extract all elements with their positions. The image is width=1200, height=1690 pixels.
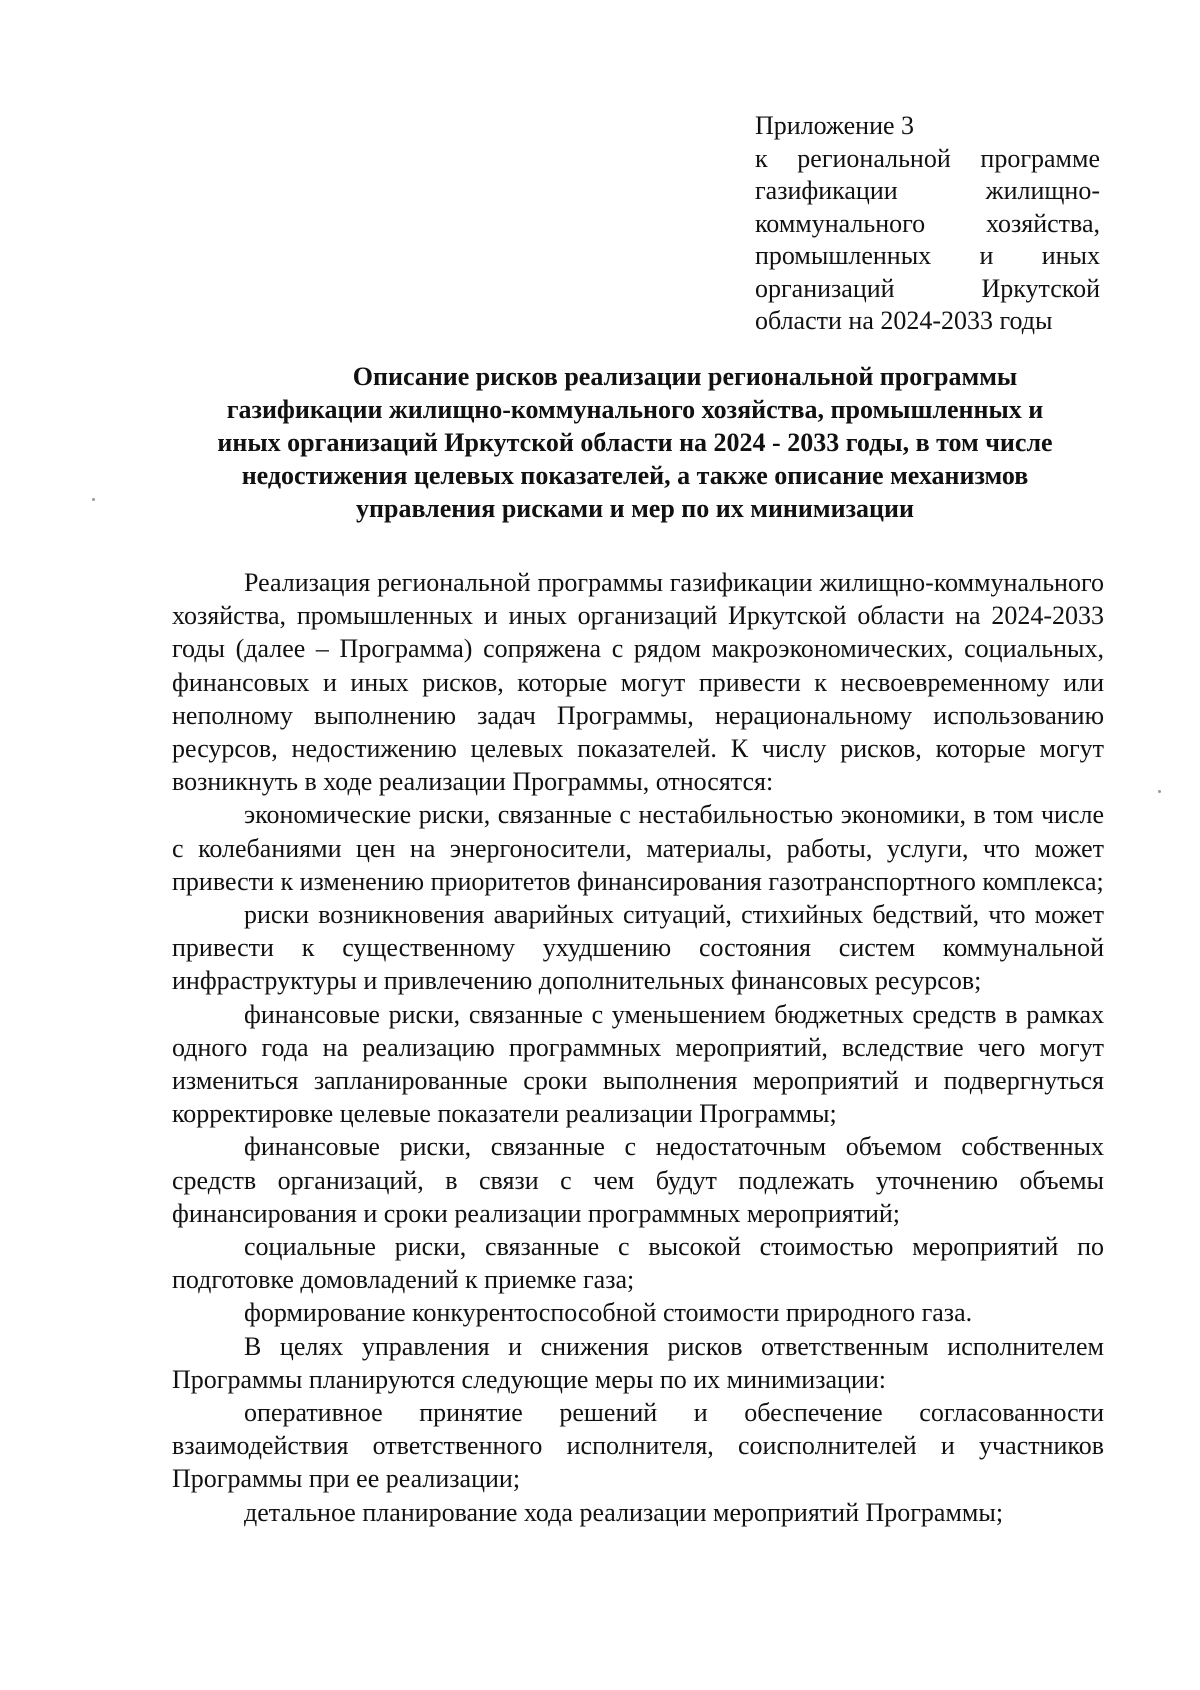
appendix-heading: [755, 110, 1100, 338]
appendix-line: газификации жилищно-: [755, 176, 1100, 205]
scan-speck: [1158, 790, 1161, 793]
body-paragraph: детальное планирование хода реализации мероприятий Программы;: [244, 1497, 1004, 1527]
body-paragraph: оперативное принятие решений и обеспечение согласованности взаимодействия ответственного исполнителя, соисполнителей и участников Программы при ее реализации;: [172, 1398, 1104, 1494]
body-paragraph: экономические риски, связанные с нестабильностью экономики, в том числе с колебаниями цен на энергоносители, материалы, работы, услуги, что может привести к изменению приоритетов финансирования газотранспортного комплекса;: [172, 800, 1104, 896]
appendix-line: промышленных и иных: [755, 241, 1100, 270]
appendix-line: Приложение 3: [755, 111, 915, 140]
body-paragraph: Реализация региональной программы газификации жилищно-коммунального хозяйства, промышленных и иных организаций Иркутской области на 2024-2033 годы (далее – Программа) сопряжена с рядом макроэкономических, социальных, финансовых и иных рисков, которые могут привести к несвоевременному или неполному выполнению задач Программы, нерациональному использованию ресурсов, недостижению целевых показателей. К числу рисков, которые могут возникнуть в ходе реализации Программы, относятся:: [172, 568, 1104, 797]
document-title: [170, 360, 1100, 525]
body-paragraph: финансовые риски, связанные с недостаточным объемом собственных средств организаций, в связи с чем будут подлежать уточнению объемы финансирования и сроки реализации программных мероприятий;: [172, 1132, 1104, 1228]
document-body: [172, 566, 1104, 1529]
body-paragraph: формирование конкурентоспособной стоимости природного газа.: [244, 1298, 973, 1328]
appendix-line: коммунального хозяйства,: [755, 208, 1100, 238]
title-line: газификации жилищно-коммунального хозяйства, промышленных и: [226, 395, 1044, 424]
scan-speck: [92, 498, 95, 501]
appendix-line: организаций Иркутской: [755, 273, 1100, 303]
body-paragraph: социальные риски, связанные с высокой стоимостью мероприятий по подготовке домовладений к приемке газа;: [172, 1232, 1104, 1295]
title-line: иных организаций Иркутской области на 2024 - 2033 годы, в том числе: [217, 428, 1053, 457]
body-paragraph: В целях управления и снижения рисков ответственным исполнителем Программы планируются следующие меры по их минимизации:: [172, 1331, 1104, 1394]
title-line: управления рисками и мер по их минимизации: [356, 494, 914, 523]
appendix-line: к региональной программе: [755, 143, 1100, 173]
appendix-line: области на 2024-2033 годы: [755, 306, 1053, 335]
body-paragraph: финансовые риски, связанные с уменьшением бюджетных средств в рамках одного года на реализацию программных мероприятий, вследствие чего могут измениться запланированные сроки выполнения мероприятий и подвергнуться корректировке целевые показатели реализации Программы;: [172, 999, 1104, 1129]
title-line: недостижения целевых показателей, а также описание механизмов: [241, 461, 1029, 490]
body-paragraph: риски возникновения аварийных ситуаций, стихийных бедствий, что может привести к существенному ухудшению состояния систем коммунальной инфраструктуры и привлечению дополнительных финансовых ресурсов;: [172, 900, 1104, 996]
title-line: Описание рисков реализации региональной программы: [352, 362, 1018, 391]
